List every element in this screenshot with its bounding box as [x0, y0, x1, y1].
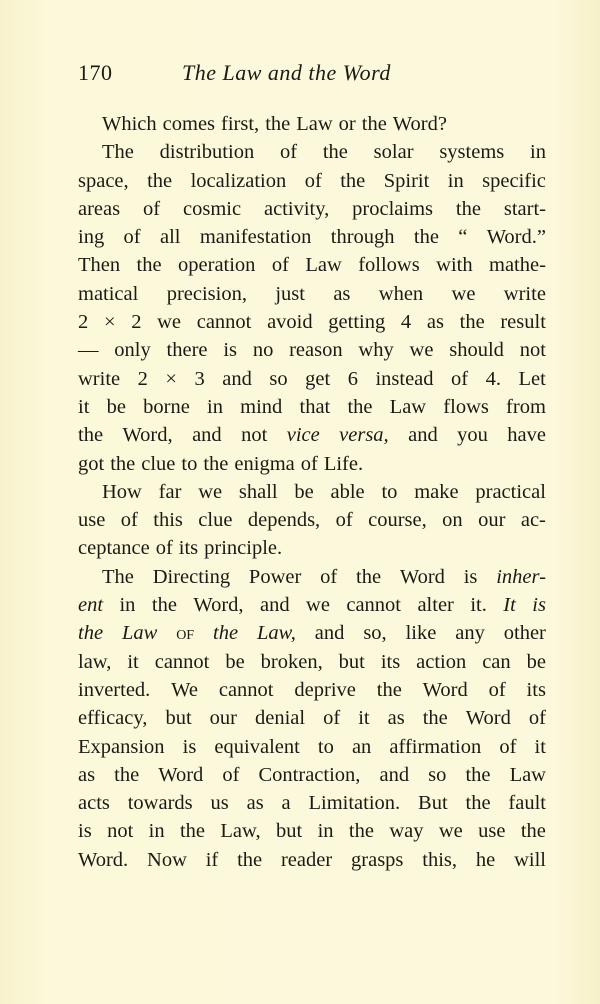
- body-text: [78, 110, 546, 874]
- text-line: is not in the Law, but in the way we use the: [78, 820, 546, 843]
- page-header: [78, 60, 548, 92]
- text-line: ceptance of its principle.: [78, 537, 283, 560]
- text-line: ent in the Word, and we cannot alter it. It is: [78, 594, 546, 617]
- text-line: the Law of the Law, and so, like any other: [78, 622, 546, 645]
- text-line: efficacy, but our denial of it as the Word of: [78, 707, 546, 730]
- text-line: Word. Now if the reader grasps this, he will: [78, 848, 546, 871]
- text-line: matical precision, just as when we write: [78, 282, 546, 305]
- text-line: The distribution of the solar systems in: [102, 141, 546, 164]
- text-line: ing of all manifestation through the “ Word.”: [78, 226, 546, 249]
- text-line: use of this clue depends, of course, on our ac-: [78, 509, 546, 532]
- text-line: as the Word of Contraction, and so the Law: [78, 763, 546, 786]
- text-line: got the clue to the enigma of Life.: [78, 452, 364, 475]
- text-line: Expansion is equivalent to an affirmation of it: [78, 735, 546, 758]
- text-line: Then the operation of Law follows with mathe-: [78, 254, 546, 277]
- text-line: space, the localization of the Spirit in specific: [78, 169, 546, 192]
- text-line: acts towards us as a Limitation. But the fault: [78, 792, 546, 815]
- page-number: 170: [78, 60, 113, 85]
- text-line: The Directing Power of the Word is inher-: [102, 565, 546, 588]
- text-line: How far we shall be able to make practical: [102, 480, 546, 503]
- text-line: Which comes first, the Law or the Word?: [102, 113, 447, 135]
- running-title: The Law and the Word: [182, 60, 391, 85]
- text-line: the Word, and not vice versa, and you have: [78, 424, 546, 447]
- text-line: write 2 × 3 and so get 6 instead of 4. Let: [78, 367, 546, 390]
- text-line: 2 × 2 we cannot avoid getting 4 as the result: [78, 311, 546, 334]
- text-line: inverted. We cannot deprive the Word of its: [78, 678, 546, 701]
- text-line: areas of cosmic activity, proclaims the start-: [78, 197, 546, 220]
- text-line: — only there is no reason why we should not: [78, 339, 546, 362]
- text-line: it be borne in mind that the Law flows from: [78, 395, 546, 418]
- text-line: law, it cannot be broken, but its action can be: [78, 650, 546, 673]
